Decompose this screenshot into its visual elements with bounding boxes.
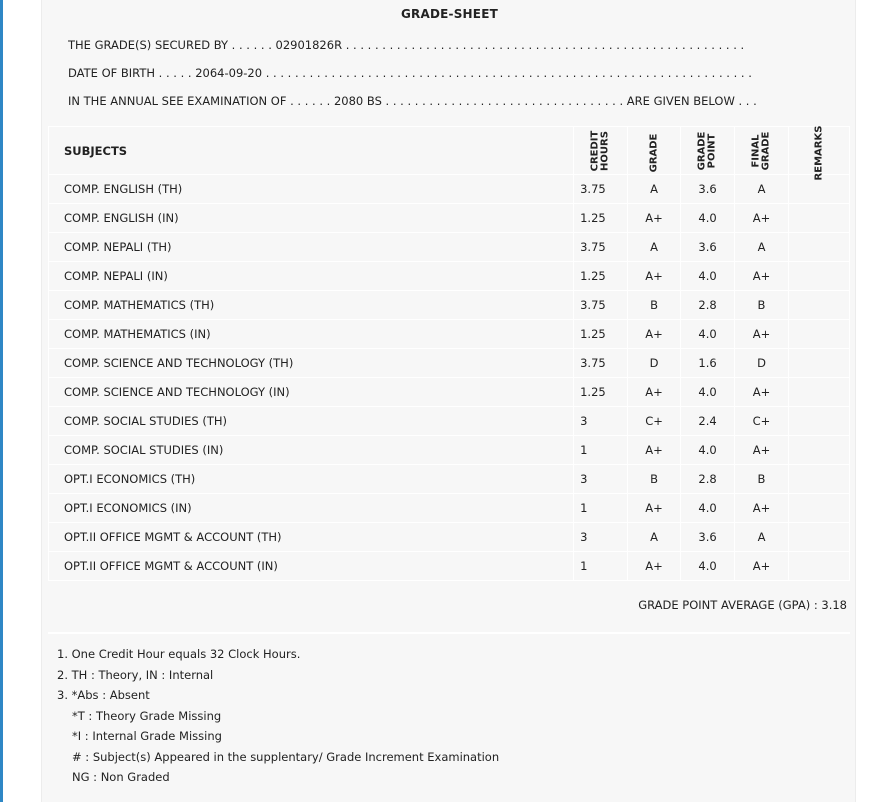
subject-cell: COMP. ENGLISH (IN): [49, 204, 574, 233]
header-credit-label: CREDIT: [589, 130, 601, 171]
grade-cell: B: [628, 465, 681, 494]
table-row: [49, 407, 850, 436]
subject-cell: COMP. NEPALI (TH): [49, 233, 574, 262]
final-grade-cell: A+: [735, 320, 789, 349]
subject-cell: OPT.I ECONOMICS (IN): [49, 494, 574, 523]
remarks-cell: [788, 436, 849, 465]
remarks-cell: [788, 378, 849, 407]
remarks-cell: [788, 465, 849, 494]
final-grade-cell: A+: [735, 436, 789, 465]
remarks-cell: [788, 523, 849, 552]
final-grade-cell: A+: [735, 204, 789, 233]
header-subjects-label: SUBJECTS: [64, 143, 128, 158]
grade-point-cell: 3.6: [681, 175, 735, 204]
grade-point-cell: 4.0: [681, 436, 735, 465]
grade-point-cell: 4.0: [681, 320, 735, 349]
grade-point-cell: 2.4: [681, 407, 735, 436]
grade-cell: A: [628, 233, 681, 262]
note-theory-internal: 2. TH : Theory, IN : Internal: [57, 667, 214, 682]
credit-hours-cell: 1.25: [574, 320, 628, 349]
remarks-cell: [788, 494, 849, 523]
final-grade-cell: A: [735, 233, 789, 262]
grade-point-cell: 4.0: [681, 262, 735, 291]
page-left-border: [0, 0, 3, 802]
final-grade-cell: A+: [735, 552, 789, 581]
table-row: [49, 552, 850, 581]
grade-cell: A+: [628, 552, 681, 581]
credit-hours-cell: 3: [574, 523, 628, 552]
grade-cell: A+: [628, 262, 681, 291]
final-grade-cell: A+: [735, 262, 789, 291]
credit-hours-cell: 1.25: [574, 262, 628, 291]
final-grade-cell: A+: [735, 494, 789, 523]
header-grade-point-label-2: POINT: [706, 133, 718, 168]
grade-point-cell: 4.0: [681, 378, 735, 407]
final-grade-cell: A+: [735, 378, 789, 407]
subject-cell: OPT.II OFFICE MGMT & ACCOUNT (TH): [49, 523, 574, 552]
grade-cell: B: [628, 291, 681, 320]
credit-hours-cell: 3.75: [574, 175, 628, 204]
grade-point-cell: 4.0: [681, 552, 735, 581]
credit-hours-cell: 1: [574, 552, 628, 581]
note-non-graded: NG : Non Graded: [72, 770, 170, 784]
grade-point-cell: 2.8: [681, 291, 735, 320]
final-grade-cell: D: [735, 349, 789, 378]
remarks-cell: [788, 349, 849, 378]
header-final-grade: [735, 127, 789, 175]
subject-cell: COMP. ENGLISH (TH): [49, 175, 574, 204]
grade-point-cell: 3.6: [681, 233, 735, 262]
gpa-summary: GRADE POINT AVERAGE (GPA) : 3.18: [638, 598, 847, 612]
header-credit-hours: [574, 127, 628, 175]
header-hours-label: HOURS: [599, 130, 611, 171]
table-row: [49, 349, 850, 378]
remarks-cell: [788, 320, 849, 349]
note-absent: 3. *Abs : Absent: [57, 688, 150, 702]
remarks-cell: [788, 407, 849, 436]
credit-hours-cell: 3.75: [574, 349, 628, 378]
subject-cell: OPT.II OFFICE MGMT & ACCOUNT (IN): [49, 552, 574, 581]
notes-section: [57, 644, 499, 788]
header-grade-point: [681, 127, 735, 175]
remarks-cell: [788, 552, 849, 581]
table-header-row: [49, 127, 850, 175]
credit-hours-cell: 1.25: [574, 204, 628, 233]
subject-cell: COMP. SCIENCE AND TECHNOLOGY (TH): [49, 349, 574, 378]
credit-hours-cell: 3: [574, 465, 628, 494]
grade-point-cell: 3.6: [681, 523, 735, 552]
credit-hours-cell: 3.75: [574, 233, 628, 262]
final-grade-cell: A: [735, 523, 789, 552]
note-internal-missing: *I : Internal Grade Missing: [72, 729, 222, 743]
grade-cell: A+: [628, 204, 681, 233]
table-row: [49, 378, 850, 407]
date-of-birth-line: DATE OF BIRTH . . . . . 2064-09-20 . . . . . . . . . . . . . . . . . . . . . . . . . . . . . . . . . . . . . . . . . . . . . . . . . . . . . . . . . . . . . . . . . . .: [68, 66, 752, 80]
table-row: [49, 262, 850, 291]
subject-cell: COMP. SOCIAL STUDIES (IN): [49, 436, 574, 465]
grade-point-cell: 1.6: [681, 349, 735, 378]
header-grade-point-label-1: GRADE: [696, 131, 708, 170]
grades-table-body: [49, 175, 850, 581]
note-supplementary: # : Subject(s) Appeared in the supplentary/ Grade Increment Examination: [72, 749, 500, 764]
credit-hours-cell: 1: [574, 436, 628, 465]
table-row: [49, 204, 850, 233]
credit-hours-cell: 3.75: [574, 291, 628, 320]
grade-cell: A: [628, 175, 681, 204]
table-row: [49, 320, 850, 349]
grade-point-cell: 4.0: [681, 494, 735, 523]
grade-cell: D: [628, 349, 681, 378]
final-grade-cell: A: [735, 175, 789, 204]
credit-hours-cell: 3: [574, 407, 628, 436]
header-remarks-label: REMARKS: [812, 125, 824, 180]
final-grade-cell: B: [735, 291, 789, 320]
subject-cell: COMP. MATHEMATICS (TH): [49, 291, 574, 320]
final-grade-cell: B: [735, 465, 789, 494]
subject-cell: COMP. MATHEMATICS (IN): [49, 320, 574, 349]
grade-cell: A: [628, 523, 681, 552]
table-row: [49, 465, 850, 494]
grade-cell: C+: [628, 407, 681, 436]
grade-sheet: [41, 0, 856, 802]
note-theory-missing: *T : Theory Grade Missing: [72, 708, 222, 723]
table-row: [49, 175, 850, 204]
grade-point-cell: 4.0: [681, 204, 735, 233]
remarks-cell: [788, 262, 849, 291]
table-row: [49, 436, 850, 465]
subject-cell: OPT.I ECONOMICS (TH): [49, 465, 574, 494]
header-final-grade-label-1: FINAL: [750, 133, 762, 168]
header-remarks: [788, 125, 849, 180]
header-subjects: [49, 127, 574, 175]
final-grade-cell: C+: [735, 407, 789, 436]
grade-cell: A+: [628, 320, 681, 349]
header-grade: [628, 127, 681, 175]
credit-hours-cell: 1.25: [574, 378, 628, 407]
remarks-cell: [788, 233, 849, 262]
credit-hours-cell: 1: [574, 494, 628, 523]
grade-cell: A+: [628, 378, 681, 407]
examination-line: IN THE ANNUAL SEE EXAMINATION OF . . . . . . 2080 BS . . . . . . . . . . . . . . . . . . . . . . . . . . . . . . . . . ARE GIVEN BELOW . . .: [68, 94, 757, 108]
header-final-grade-label-2: GRADE: [760, 131, 772, 170]
subject-cell: COMP. SOCIAL STUDIES (TH): [49, 407, 574, 436]
secured-by-line: THE GRADE(S) SECURED BY . . . . . . 02901826R . . . . . . . . . . . . . . . . . . . . . . . . . . . . . . . . . . . . . . . . . . . . . . . . . . . . . . .: [68, 38, 745, 52]
grade-cell: A+: [628, 494, 681, 523]
table-row: [49, 523, 850, 552]
table-row: [49, 233, 850, 262]
grade-cell: A+: [628, 436, 681, 465]
sheet-title: GRADE-SHEET: [401, 7, 498, 21]
header-grade-label: GRADE: [648, 133, 660, 172]
subject-cell: COMP. SCIENCE AND TECHNOLOGY (IN): [49, 378, 574, 407]
remarks-cell: [788, 204, 849, 233]
grade-point-cell: 2.8: [681, 465, 735, 494]
note-credit-hour: 1. One Credit Hour equals 32 Clock Hours.: [57, 647, 301, 661]
table-row: [49, 291, 850, 320]
remarks-cell: [788, 291, 849, 320]
notes-divider: [48, 632, 850, 634]
grades-table: [48, 126, 850, 581]
table-row: [49, 494, 850, 523]
subject-cell: COMP. NEPALI (IN): [49, 262, 574, 291]
